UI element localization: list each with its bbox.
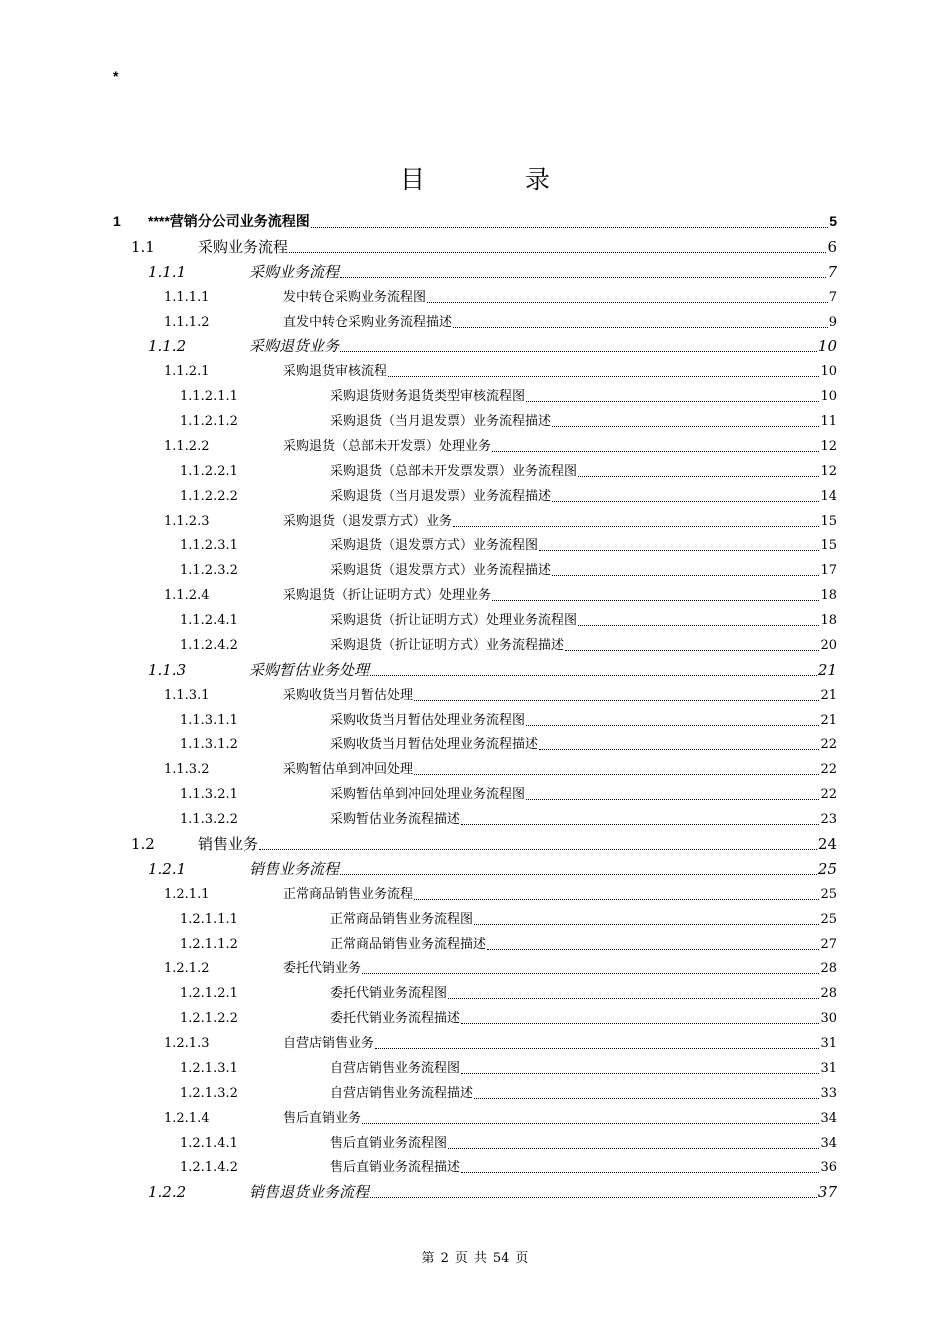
toc-entry-title: 自营店销售业务流程图	[330, 1060, 461, 1076]
toc-entry-page: 27	[820, 936, 837, 952]
toc-entry-page: 15	[820, 538, 837, 554]
toc-entry-page: 36	[820, 1160, 837, 1176]
toc-dot-leader	[414, 898, 819, 900]
toc-dot-leader	[461, 1022, 819, 1024]
toc-dot-leader	[453, 525, 819, 527]
toc-entry-page: 11	[820, 414, 837, 430]
toc-entry-number: 1.2.1.2.1	[180, 986, 238, 1002]
footer-prefix: 第	[421, 1251, 435, 1266]
toc-entry-number: 1.2.1.4.2	[180, 1160, 238, 1176]
toc-entry-number: 1.2	[131, 835, 155, 853]
toc-entry-number: 1.1.1	[148, 262, 187, 281]
toc-entry[interactable]	[164, 286, 837, 308]
toc-entry-title: ****营销分公司业务流程图	[148, 213, 310, 229]
toc-entry[interactable]	[180, 783, 837, 805]
toc-entry-title: 采购收货当月暂估处理业务流程图	[330, 712, 526, 728]
toc-entry-number: 1.2.1.2.2	[180, 1011, 238, 1027]
toc-entry-number: 1.1.2.3	[164, 513, 210, 529]
toc-entry[interactable]	[180, 908, 837, 930]
toc-entry-title: 采购退货（当月退发票）业务流程描述	[330, 414, 552, 430]
toc-entry-number: 1.1.3.1.2	[180, 737, 238, 753]
toc-dot-leader	[539, 748, 819, 750]
footer-page-word: 页	[454, 1251, 468, 1266]
toc-entry[interactable]	[180, 460, 837, 482]
toc-entry-title: 采购退货（当月退发票）业务流程描述	[330, 488, 552, 504]
toc-dot-leader	[388, 375, 819, 377]
toc-dot-leader	[375, 1047, 819, 1049]
toc-dot-leader	[453, 326, 828, 328]
toc-dot-leader	[311, 226, 828, 228]
toc-entry[interactable]	[164, 883, 837, 905]
toc-dot-leader	[552, 574, 819, 576]
toc-dot-leader	[526, 724, 819, 726]
toc-dot-leader	[461, 1171, 819, 1173]
toc-entry-page: 22	[820, 762, 837, 778]
toc-entry-page: 21	[820, 712, 837, 728]
toc-entry-number: 1.2.1.4.1	[180, 1135, 238, 1151]
toc-entry-title: 正常商品销售业务流程图	[330, 911, 474, 927]
toc-entry[interactable]	[180, 933, 837, 955]
toc-entry[interactable]	[180, 559, 837, 581]
toc-entry-title: 采购暂估业务处理	[249, 660, 370, 679]
toc-entry-page: 25	[817, 859, 837, 878]
toc-dot-leader	[487, 948, 819, 950]
toc-entry-title: 直发中转仓采购业务流程描述	[283, 314, 453, 330]
toc-entry[interactable]	[148, 659, 837, 681]
toc-entry-title: 采购退货（退发票方式）业务流程描述	[330, 563, 552, 579]
toc-entry-title: 采购退货（退发票方式）业务	[283, 513, 453, 529]
toc-entry-page: 15	[820, 513, 837, 529]
toc-dot-leader	[461, 1072, 819, 1074]
toc-entry-number: 1.1.1.2	[164, 314, 210, 330]
toc-entry[interactable]	[180, 634, 837, 656]
toc-entry-number: 1.1.3.1.1	[180, 712, 238, 728]
toc-entry[interactable]	[180, 733, 837, 755]
header-marker: *	[113, 68, 119, 84]
toc-entry-title: 采购暂估单到冲回处理	[283, 762, 414, 778]
toc-entry[interactable]	[164, 957, 837, 979]
toc-dot-leader	[578, 475, 819, 477]
toc-entry[interactable]	[180, 982, 837, 1004]
toc-entry-page: 20	[820, 637, 837, 653]
toc-entry-number: 1.1.2.2.2	[180, 488, 238, 504]
toc-dot-leader	[448, 997, 819, 999]
toc-entry-page: 34	[820, 1135, 837, 1151]
toc-entry-title: 采购收货当月暂估处理业务流程描述	[330, 737, 539, 753]
toc-dot-leader	[370, 1196, 817, 1198]
toc-entry-title: 采购暂估单到冲回处理业务流程图	[330, 787, 526, 803]
toc-entry-page: 18	[820, 613, 837, 629]
toc-entry[interactable]	[180, 1082, 837, 1104]
page-footer	[0, 1247, 950, 1266]
toc-entry[interactable]	[180, 709, 837, 731]
toc-entry-page: 30	[820, 1011, 837, 1027]
toc-dot-leader	[414, 699, 819, 701]
toc-entry-number: 1.2.1.2	[164, 961, 210, 977]
toc-entry-number: 1.1	[131, 237, 155, 256]
toc-entry-title: 采购业务流程	[249, 262, 340, 281]
toc-entry[interactable]	[180, 1057, 837, 1079]
toc-dot-leader	[340, 350, 817, 352]
toc-entry-number: 1.1.3	[148, 660, 187, 679]
toc-dot-leader	[492, 599, 819, 601]
toc-entry-page: 10	[820, 389, 837, 405]
toc-dot-leader	[414, 773, 819, 775]
toc-entry-page: 17	[820, 563, 837, 579]
toc-entry-number: 1.1.2.1	[164, 364, 210, 380]
toc-dot-leader	[362, 972, 819, 974]
toc-entry-title: 采购暂估业务流程描述	[330, 812, 461, 828]
toc-entry-title: 采购退货（折让证明方式）处理业务流程图	[330, 613, 578, 629]
toc-entry-page: 21	[817, 660, 837, 679]
toc-entry-number: 1.2.1.1	[164, 886, 210, 902]
toc-entry-page: 31	[820, 1060, 837, 1076]
toc-entry-title: 采购收货当月暂估处理	[283, 687, 414, 703]
toc-entry-title: 委托代销业务	[283, 961, 362, 977]
toc-entry-number: 1.2.1.3	[164, 1036, 210, 1052]
toc-dot-leader	[526, 400, 819, 402]
toc-entry-page: 14	[820, 488, 837, 504]
toc-entry-title: 采购业务流程	[198, 237, 289, 256]
toc-entry-number: 1.2.1.4	[164, 1110, 210, 1126]
toc-entry-page: 22	[820, 737, 837, 753]
toc-entry-page: 18	[820, 588, 837, 604]
toc-entry-page: 22	[820, 787, 837, 803]
toc-entry-page: 5	[829, 213, 837, 229]
toc-dot-leader	[370, 674, 817, 676]
toc-entry[interactable]	[148, 1181, 837, 1203]
toc-entry-number: 1.1.2	[148, 337, 187, 356]
footer-suffix: 页	[515, 1251, 529, 1266]
toc-entry[interactable]	[180, 385, 837, 407]
toc-entry-page: 12	[820, 438, 837, 454]
toc-entry[interactable]	[131, 833, 837, 855]
toc-entry-number: 1.2.2	[148, 1183, 187, 1202]
toc-entry[interactable]	[180, 534, 837, 556]
toc-dot-leader	[474, 1097, 819, 1099]
toc-entry-page: 10	[817, 337, 837, 356]
footer-total-word: 共	[473, 1251, 487, 1266]
toc-entry-number: 1.1.1.1	[164, 289, 210, 305]
toc-entry-number: 1.1.3.2.2	[180, 812, 238, 828]
toc-dot-leader	[461, 823, 819, 825]
toc-entry-title: 正常商品销售业务流程描述	[330, 936, 487, 952]
footer-total-pages: 54	[492, 1251, 510, 1266]
toc-entry-number: 1.1.3.1	[164, 687, 210, 703]
toc-entry-title: 采购退货（折让证明方式）业务流程描述	[330, 637, 565, 653]
toc-entry[interactable]	[164, 584, 837, 606]
toc-entry-title: 采购退货（总部未开发票发票）业务流程图	[330, 463, 578, 479]
toc-entry-title: 正常商品销售业务流程	[283, 886, 414, 902]
toc-entry[interactable]	[180, 1132, 837, 1154]
toc-entry-number: 1.1.2.4.2	[180, 637, 238, 653]
toc-entry-number: 1.1.3.2	[164, 762, 210, 778]
toc-entry[interactable]	[180, 808, 837, 830]
toc-entry-page: 23	[820, 812, 837, 828]
toc-entry-title: 采购退货（折让证明方式）处理业务	[283, 588, 492, 604]
toc-entry[interactable]	[164, 1032, 837, 1054]
toc-entry-title: 销售业务流程	[249, 859, 340, 878]
toc-dot-leader	[340, 276, 826, 278]
toc-entry-title: 销售退货业务流程	[249, 1183, 370, 1202]
footer-current-page: 2	[440, 1251, 449, 1266]
toc-entry-page: 24	[817, 835, 837, 853]
toc-entry-number: 1.2.1	[148, 859, 187, 878]
toc-entry-title: 发中转仓采购业务流程图	[283, 289, 427, 305]
toc-entry-title: 采购退货业务	[249, 337, 340, 356]
toc-entry-title: 自营店销售业务	[283, 1036, 375, 1052]
toc-dot-leader	[474, 923, 819, 925]
toc-entry-number: 1.1.2.1.2	[180, 414, 238, 430]
toc-entry[interactable]	[180, 1156, 837, 1178]
toc-entry-number: 1.1.2.3.1	[180, 538, 238, 554]
toc-entry[interactable]	[131, 236, 837, 258]
toc-dot-leader	[552, 500, 819, 502]
toc-entry[interactable]	[148, 858, 837, 880]
toc-entry-page: 7	[828, 289, 837, 305]
toc-entry[interactable]	[180, 485, 837, 507]
toc-entry-title: 委托代销业务流程描述	[330, 1011, 461, 1027]
toc-dot-leader	[289, 251, 826, 253]
toc-entry-page: 10	[820, 364, 837, 380]
toc-dot-leader	[492, 450, 819, 452]
toc-entry[interactable]	[180, 1007, 837, 1029]
toc-entry-number: 1.2.1.1.2	[180, 936, 238, 952]
toc-dot-leader	[340, 873, 817, 875]
toc-entry[interactable]	[164, 1107, 837, 1129]
toc-dot-leader	[526, 798, 819, 800]
toc-entry-number: 1.2.1.3.2	[180, 1085, 238, 1101]
toc-entry-title: 采购退货审核流程	[283, 364, 388, 380]
toc-entry-number: 1	[113, 213, 121, 229]
toc-entry-number: 1.1.2.2	[164, 438, 210, 454]
toc-entry-number: 1.1.3.2.1	[180, 787, 238, 803]
toc-entry-number: 1.1.2.4.1	[180, 613, 238, 629]
toc-entry-title: 采购退货财务退货类型审核流程图	[330, 389, 526, 405]
toc-entry-page: 7	[827, 262, 837, 281]
toc-entry-page: 12	[820, 463, 837, 479]
toc-dot-leader	[448, 1147, 819, 1149]
toc-entry[interactable]	[164, 435, 837, 457]
toc-entry-number: 1.2.1.1.1	[180, 911, 238, 927]
toc-entry[interactable]	[164, 510, 837, 532]
toc-entry-page: 6	[827, 237, 837, 256]
toc-entry-page: 28	[820, 961, 837, 977]
toc-entry-number: 1.2.1.3.1	[180, 1060, 238, 1076]
toc-entry-title: 自营店销售业务流程描述	[330, 1085, 474, 1101]
toc-entry-number: 1.1.2.3.2	[180, 563, 238, 579]
toc-entry[interactable]	[113, 211, 837, 233]
toc-dot-leader	[427, 301, 828, 303]
toc-entry[interactable]	[180, 410, 837, 432]
toc-entry[interactable]	[148, 335, 837, 357]
toc-entry[interactable]	[164, 311, 837, 333]
toc-dot-leader	[539, 549, 819, 551]
toc-dot-leader	[259, 848, 817, 850]
page-title: 目 录	[400, 165, 596, 194]
toc-entry-number: 1.1.2.4	[164, 588, 210, 604]
toc-entry-number: 1.1.2.2.1	[180, 463, 238, 479]
toc-entry-page: 33	[820, 1085, 837, 1101]
toc-entry-page: 25	[820, 911, 837, 927]
toc-entry[interactable]	[164, 684, 837, 706]
toc-entry-title: 售后直销业务流程描述	[330, 1160, 461, 1176]
toc-entry-title: 委托代销业务流程图	[330, 986, 448, 1002]
toc-entry-page: 9	[828, 314, 837, 330]
toc-entry-title: 售后直销业务流程图	[330, 1135, 448, 1151]
toc-entry-page: 21	[820, 687, 837, 703]
toc-dot-leader	[565, 649, 819, 651]
toc-entry-page: 28	[820, 986, 837, 1002]
toc-entry-title: 采购退货（退发票方式）业务流程图	[330, 538, 539, 554]
toc-entry[interactable]	[148, 261, 837, 283]
toc-entry-title: 售后直销业务	[283, 1110, 362, 1126]
toc-entry-page: 25	[820, 886, 837, 902]
toc-entry-page: 34	[820, 1110, 837, 1126]
toc-entry[interactable]	[164, 758, 837, 780]
toc-entry-title: 采购退货（总部未开发票）处理业务	[283, 438, 492, 454]
toc-entry-page: 31	[820, 1036, 837, 1052]
toc-entry[interactable]	[180, 609, 837, 631]
toc-entry-page: 37	[817, 1183, 837, 1202]
toc-entry-title: 销售业务	[198, 835, 259, 853]
toc-dot-leader	[552, 425, 819, 427]
toc-dot-leader	[362, 1122, 819, 1124]
toc-dot-leader	[578, 624, 819, 626]
toc-entry[interactable]	[164, 360, 837, 382]
toc-entry-number: 1.1.2.1.1	[180, 389, 238, 405]
